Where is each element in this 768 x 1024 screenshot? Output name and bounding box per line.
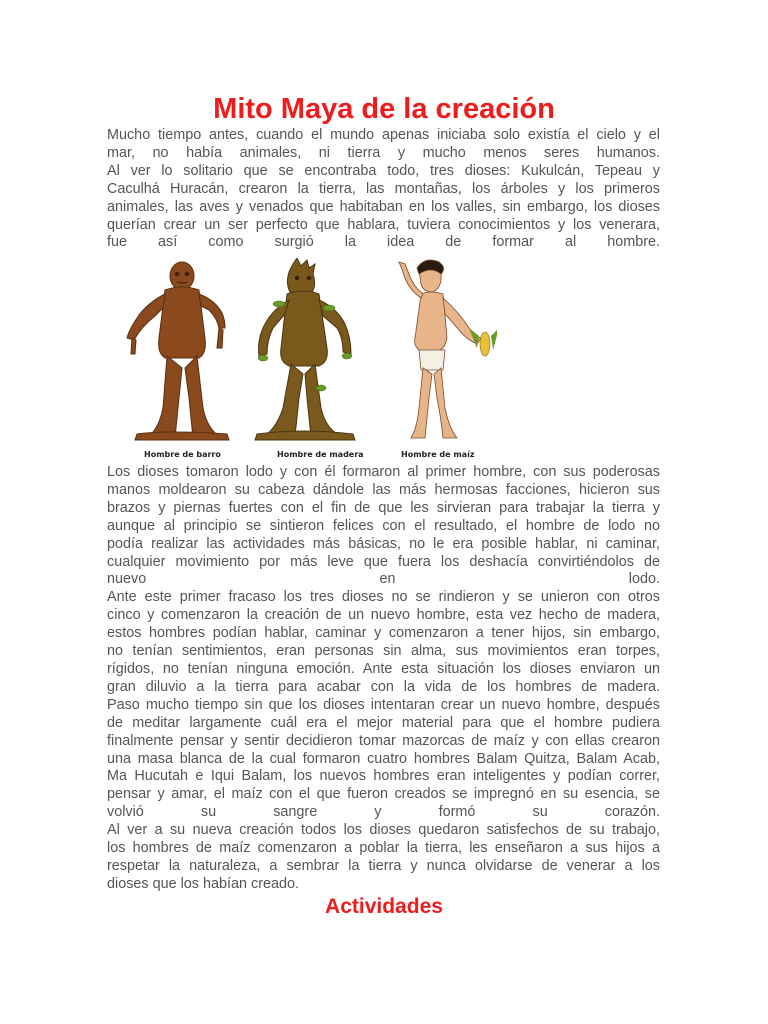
text-line: Los dioses tomaron lodo y con él formaron al primer hombre, con sus poderosas <box>107 464 660 480</box>
text-line: Al ver lo solitario que se encontraba todo, tres dioses: Kukulcán, Tepeau y <box>107 162 660 179</box>
text-line: los hombres de maíz comenzaron a poblar la tierra, les enseñaron a sus hijos a <box>107 840 660 857</box>
text-line: animales, las aves y venados que habitaban en los valles, sin embargo, los dioses <box>107 198 660 215</box>
text-line: podía realizar las actividades más básicas, no le era posible hablar, ni caminar, <box>107 535 660 552</box>
caption-mud-man: Hombre de barro <box>144 450 221 459</box>
text-line: fue así como surgió la idea de formar al hombre. <box>107 234 660 251</box>
page-title: Mito Maya de la creación <box>213 93 555 125</box>
text-line: respetar la naturaleza, a sembrar la tierra y nunca olvidarse de venerar a los <box>107 857 660 874</box>
text-line: no tenían sentimientos, eran personas sin alma, sus movimientos eran torpes, <box>107 643 660 660</box>
text-line: pensar y amar, el maíz con el que fueron creados se impregnó en su esencia, se <box>107 786 660 803</box>
text-line: estos hombres podían hablar, caminar y comenzaron a tener hijos, sin embargo, <box>107 625 660 642</box>
text-line: dioses que los habían creado. <box>107 875 300 892</box>
three-men-illustration <box>107 258 497 448</box>
text-line: Caculhá Huracán, crearon la tierra, las montañas, los árboles y los primeros <box>107 180 660 197</box>
text-line: Ante este primer fracaso los tres dioses no se rindieron y se unieron con otros <box>107 589 660 606</box>
mud-man-figure <box>127 262 229 440</box>
text-line: de meditar largamente cuál era el mejor material para que el hombre pudiera <box>107 714 660 731</box>
wood-man-figure <box>255 258 355 440</box>
text-line: manos moldearon su cabeza dándole las más hermosas facciones, hicieron sus <box>107 481 660 498</box>
corn-man-figure <box>399 260 481 438</box>
text-line: gran diluvio a la tierra para acabar con la vida de los hombres de madera. <box>107 678 660 695</box>
text-line: nuevo en lodo. <box>107 571 660 588</box>
text-line: Al ver a su nueva creación todos los dioses quedaron satisfechos de su trabajo, <box>107 822 660 839</box>
creation-figures-illustration <box>107 258 497 463</box>
caption-wood-man: Hombre de madera <box>277 450 364 459</box>
intro-paragraph <box>107 127 660 252</box>
activities-heading: Actividades <box>325 895 443 918</box>
text-line: querían crear un ser perfecto que hablara, tuviera conocimientos y los venerara, <box>107 216 660 233</box>
text-line: Mucho tiempo antes, cuando el mundo apenas iniciaba solo existía el cielo y el <box>107 127 660 143</box>
text-line: brazos y piernas fuertes con el fin de que les sirvieran para trabajar la tierra y <box>107 499 660 516</box>
text-line: Ma Hucutah e Iqui Balam, los nuevos hombres eran inteligentes y podían correr, <box>107 768 660 785</box>
text-line: una masa blanca de la cual formaron cuatro hombres Balam Quitza, Balam Acab, <box>107 750 660 767</box>
caption-corn-man: Hombre de maíz <box>401 450 475 459</box>
text-line: cinco y comenzaron la creación de un nuevo hombre, esta vez hecho de madera, <box>107 607 660 624</box>
text-line: Paso mucho tiempo sin que los dioses intentaran crear un nuevo hombre, después <box>107 696 660 713</box>
text-line: cualquier movimiento por más leve que fuera los deshacía convirtiéndolos de <box>107 553 660 570</box>
text-line: rígidos, no tenían ninguna emoción. Ante esta situación los dioses enviaron un <box>107 660 660 677</box>
text-line: volvió su sangre y formó su corazón. <box>107 804 660 821</box>
text-line: aunque al principio se sintieron felices con el resultado, el hombre de lodo no <box>107 517 660 534</box>
body-paragraph <box>107 464 660 894</box>
text-line: finalmente pensar y sentir decidieron tomar mazorcas de maíz y con ellas crearon <box>107 732 660 749</box>
text-line: mar, no había animales, ni tierra y mucho menos seres humanos. <box>107 144 660 161</box>
